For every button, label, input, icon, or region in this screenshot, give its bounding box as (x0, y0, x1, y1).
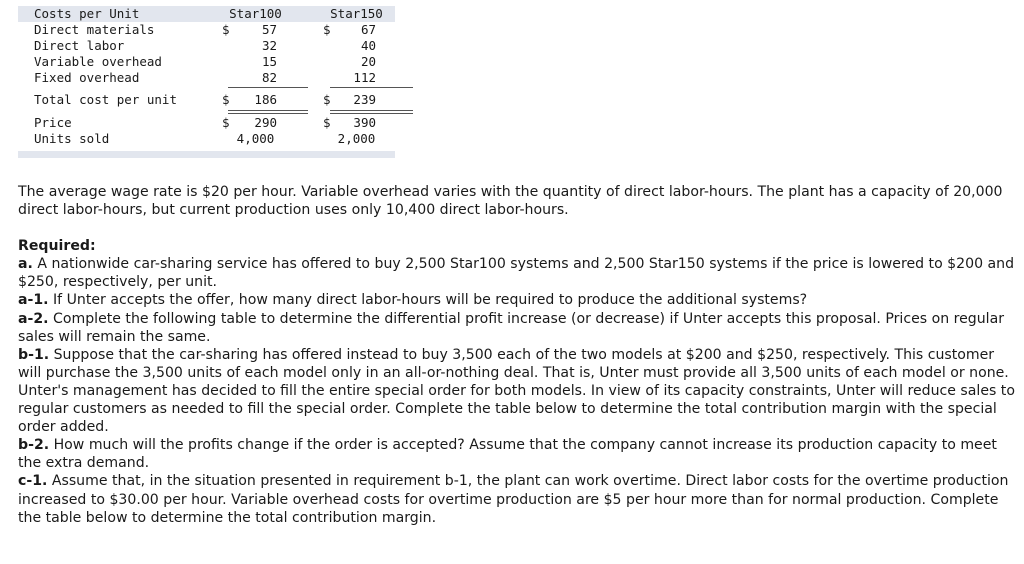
requirement-b1: b-1. Suppose that the car-sharing has offered instead to buy 3,500 each of the two models at $200 and $250, respectively. This customer will purchase the 3,500 units of each model only in an all-or-nothing deal. That is, Unter must provide all 3,500 units of each model or none. Unter's management has decided to fill the entire special order for both models. In view of its capacity constraints, Unter will reduce sales to regular customers as needed to fill the special order. Complete the table below to determine the total contribution margin with the special order added. (18, 346, 1015, 436)
rule-line (330, 110, 413, 111)
dollar-sign: $ (323, 22, 331, 37)
cost-table (18, 6, 395, 158)
star100-units: 4,000 (236, 131, 275, 146)
row-label: Fixed overhead (34, 70, 140, 85)
star150-value: 40 (360, 38, 376, 53)
star150-value: 67 (360, 22, 376, 37)
units-label: Units sold (34, 131, 110, 146)
star100-value: 82 (261, 70, 277, 85)
table-row (18, 38, 395, 54)
table-row (18, 70, 395, 86)
requirement-a: a. A nationwide car-sharing service has offered to buy 2,500 Star100 systems and 2,500 Star150 systems if the price is lowered to $200 and $250, respectively, per unit. (18, 256, 1015, 291)
row-label: Direct labor (34, 38, 125, 53)
star100-value: 32 (261, 38, 277, 53)
star100-value: 57 (261, 22, 277, 37)
total-label: Total cost per unit (34, 92, 177, 107)
table-row (18, 54, 395, 70)
table-header-row (18, 6, 395, 22)
dollar-sign: $ (323, 92, 331, 107)
rule-line (228, 113, 308, 114)
table-footer-bar (18, 151, 395, 158)
header-star150: Star150 (330, 6, 383, 21)
price-label: Price (34, 115, 72, 130)
star150-units: 2,000 (337, 131, 376, 146)
star100-value: 15 (261, 54, 277, 69)
required-heading: Required: (18, 238, 96, 255)
rule-line (228, 87, 308, 88)
requirement-a1: a-1. If Unter accepts the offer, how many direct labor-hours will be required to produce the additional systems? (18, 292, 808, 309)
requirement-c1: c-1. Assume that, in the situation presented in requirement b-1, the plant can work overtime. Direct labor costs for the overtime production increased to $30.00 per hour. Variable overhead costs for overtime production are $5 per hour more than for normal production. Complete the table below to determine the total contribution margin. (18, 473, 1009, 526)
star100-price: 290 (254, 115, 277, 130)
dollar-sign: $ (222, 92, 230, 107)
requirement-a2: a-2. Complete the following table to determine the differential profit increase (or decrease) if Unter accepts this proposal. Prices on regular sales will remain the same. (18, 310, 1005, 345)
dollar-sign: $ (222, 22, 230, 37)
units-row (18, 131, 395, 147)
row-label: Direct materials (34, 22, 155, 37)
rule-line (330, 87, 413, 88)
price-row (18, 115, 395, 131)
header-label: Costs per Unit (34, 6, 140, 21)
star150-price: 390 (353, 115, 376, 130)
star100-total: 186 (254, 92, 277, 107)
star150-total: 239 (353, 92, 376, 107)
dollar-sign: $ (222, 115, 230, 130)
intro-paragraph: The average wage rate is $20 per hour. Variable overhead varies with the quantity of direct labor-hours. The plant has a capacity of 20,000 direct labor-hours, but current production uses only 10,400 direct labor-hours. (18, 184, 1003, 219)
star150-value: 20 (360, 54, 376, 69)
problem-text (18, 183, 1018, 527)
star150-value: 112 (353, 70, 376, 85)
requirement-b2: b-2. How much will the profits change if the order is accepted? Assume that the company cannot increase its production capacity to meet the extra demand. (18, 437, 997, 472)
header-star100: Star100 (229, 6, 282, 21)
dollar-sign: $ (323, 115, 331, 130)
rule-line (228, 110, 308, 111)
row-label: Variable overhead (34, 54, 162, 69)
rule-line (330, 113, 413, 114)
table-row (18, 22, 395, 38)
total-row (18, 91, 395, 109)
